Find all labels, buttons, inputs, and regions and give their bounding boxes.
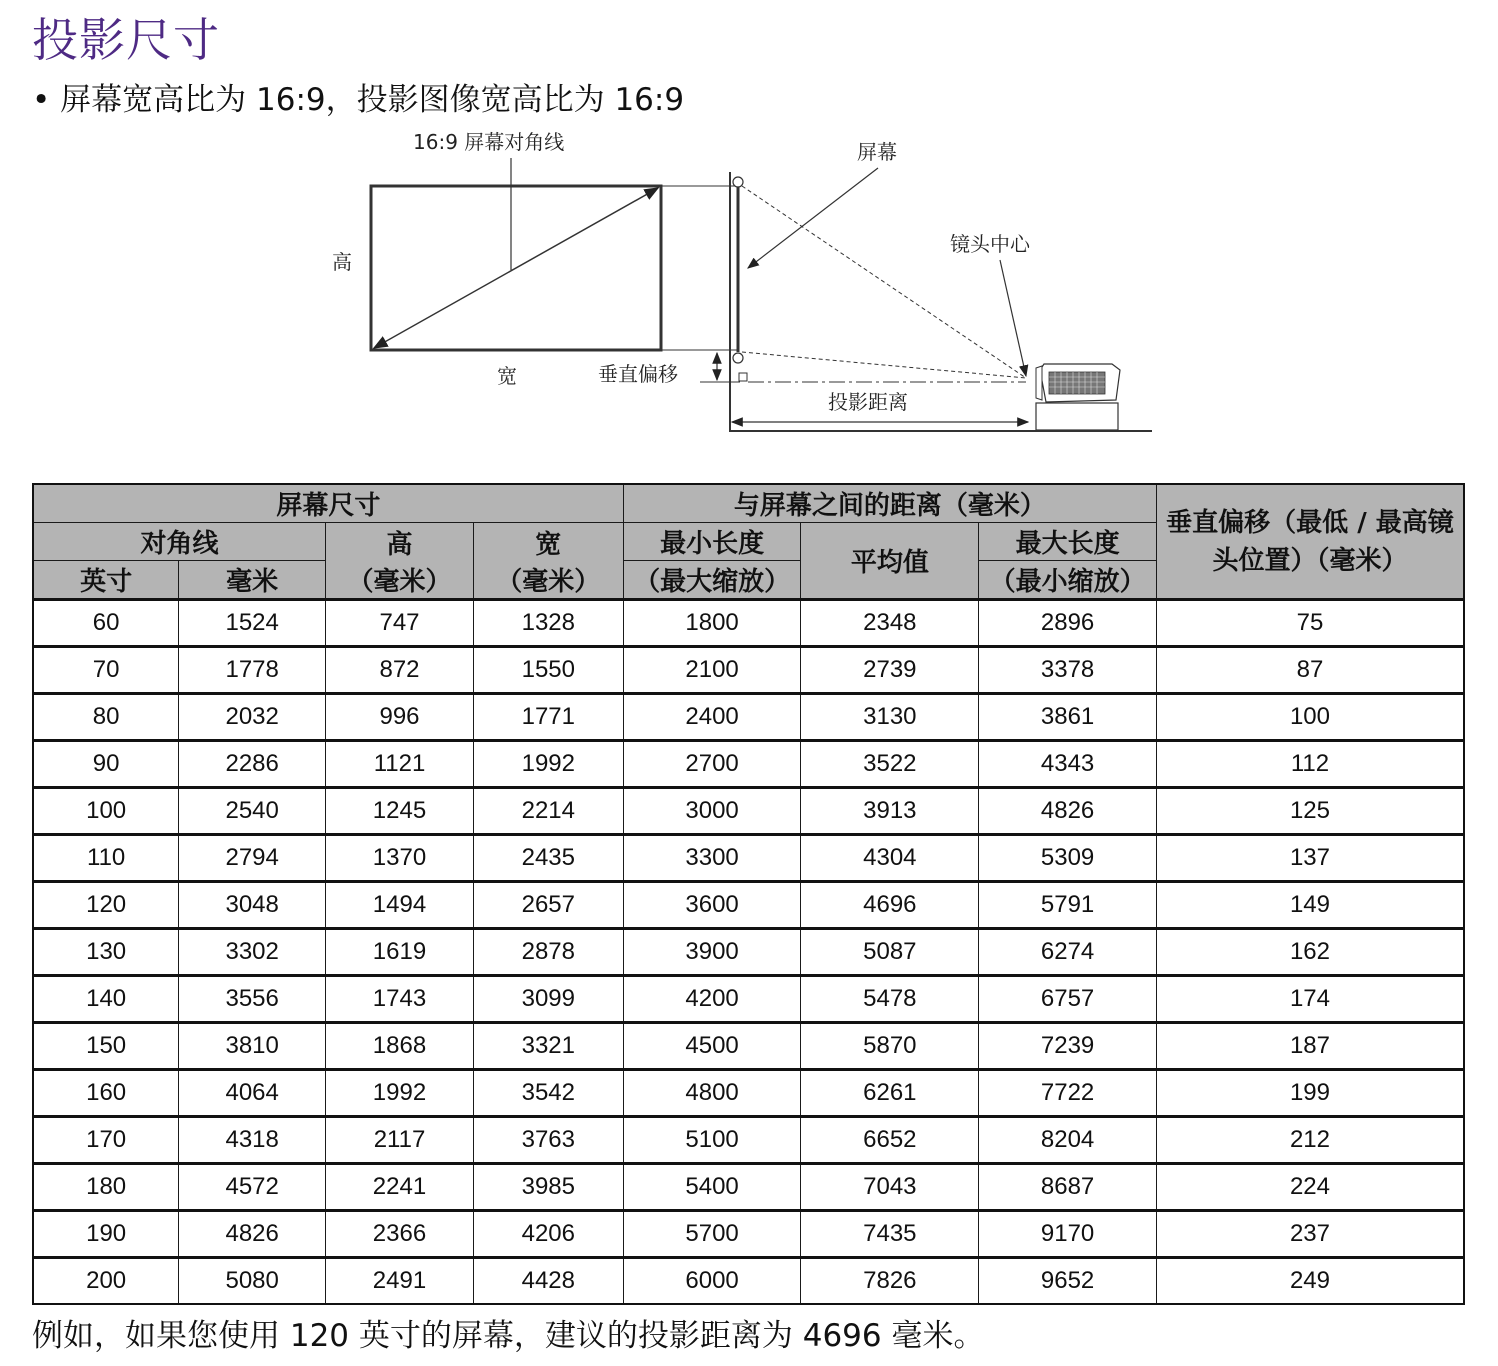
table-cell: 4318 [179,1117,326,1164]
table-cell: 180 [33,1164,179,1211]
table-cell: 3302 [179,929,326,976]
table-row [33,1117,1464,1164]
table-row [33,600,1464,647]
table-cell: 4800 [623,1070,801,1117]
table-cell: 1619 [326,929,474,976]
lens-center-label: 镜头中心 [950,232,1030,256]
table-cell: 3913 [801,788,979,835]
header-mm: 毫米 [179,561,326,600]
table-cell: 2435 [473,835,623,882]
table-cell: 2878 [473,929,623,976]
table-cell: 237 [1156,1211,1464,1258]
table-cell: 7043 [801,1164,979,1211]
table-row [33,882,1464,929]
table-cell: 149 [1156,882,1464,929]
table-cell: 8204 [979,1117,1157,1164]
table-cell: 80 [33,694,179,741]
table-cell: 2348 [801,600,979,647]
table-cell: 3321 [473,1023,623,1070]
table-cell: 1771 [473,694,623,741]
table-cell: 5478 [801,976,979,1023]
table-row [33,647,1464,694]
table-cell: 3522 [801,741,979,788]
header-distance: 与屏幕之间的距离（毫米） [623,484,1156,523]
table-cell: 1328 [473,600,623,647]
table-cell: 3099 [473,976,623,1023]
projection-size-table [32,483,1465,1305]
header-width [473,523,623,600]
header-max-length: 最大长度 [979,523,1157,561]
table-row [33,976,1464,1023]
table-cell: 190 [33,1211,179,1258]
table-cell: 4826 [979,788,1157,835]
table-cell: 5700 [623,1211,801,1258]
table-cell: 4572 [179,1164,326,1211]
table-cell: 249 [1156,1258,1464,1305]
header-width-line2: （毫米） [496,566,601,597]
table-cell: 110 [33,835,179,882]
table-cell: 1992 [473,741,623,788]
table-cell: 1121 [326,741,474,788]
table-cell: 3763 [473,1117,623,1164]
vertical-offset-label: 垂直偏移 [598,362,678,386]
table-cell: 1743 [326,976,474,1023]
table-cell: 1992 [326,1070,474,1117]
table-cell: 8687 [979,1164,1157,1211]
header-average: 平均值 [801,523,979,600]
table-cell: 140 [33,976,179,1023]
table-cell: 4500 [623,1023,801,1070]
table-cell: 6261 [801,1070,979,1117]
table-cell: 2794 [179,835,326,882]
table-cell: 3000 [623,788,801,835]
table-cell: 3048 [179,882,326,929]
header-height-line2: （毫米） [347,566,452,597]
header-vertical-offset [1156,484,1464,600]
table-cell: 100 [1156,694,1464,741]
table-cell: 70 [33,647,179,694]
header-screen-size: 屏幕尺寸 [33,484,623,523]
table-cell: 7435 [801,1211,979,1258]
table-cell: 3378 [979,647,1157,694]
table-cell: 2286 [179,741,326,788]
header-vertical-offset-text: 垂直偏移（最低 / 最高镜头位置）（毫米） [1166,507,1454,576]
table-cell: 100 [33,788,179,835]
table-cell: 3985 [473,1164,623,1211]
projector-icon [1036,364,1120,402]
table-cell: 1245 [326,788,474,835]
table-cell: 4200 [623,976,801,1023]
table-cell: 2241 [326,1164,474,1211]
table-cell: 6652 [801,1117,979,1164]
table-cell: 150 [33,1023,179,1070]
table-cell: 2657 [473,882,623,929]
table-row [33,1211,1464,1258]
table-cell: 199 [1156,1070,1464,1117]
projection-diagram [320,120,1170,450]
table-cell: 4428 [473,1258,623,1305]
projection-geometry-illustration [320,120,1170,450]
table-cell: 3900 [623,929,801,976]
table-cell: 3542 [473,1070,623,1117]
table-cell: 5309 [979,835,1157,882]
diagonal-label: 16:9 屏幕对角线 [413,130,565,154]
table-cell: 4304 [801,835,979,882]
table-cell: 1370 [326,835,474,882]
table-cell: 1800 [623,600,801,647]
table-cell: 1494 [326,882,474,929]
width-label: 宽 [497,364,517,388]
table-cell: 112 [1156,741,1464,788]
table-row [33,929,1464,976]
table-cell: 3810 [179,1023,326,1070]
projection-distance-label: 投影距离 [828,390,908,414]
header-width-line1: 宽 [535,529,562,560]
table-cell: 7722 [979,1070,1157,1117]
example-note: 例如，如果您使用 120 英寸的屏幕，建议的投影距离为 4696 毫米。 [32,1318,985,1354]
table-cell: 87 [1156,647,1464,694]
table-cell: 872 [326,647,474,694]
table-cell: 3556 [179,976,326,1023]
table-cell: 60 [33,600,179,647]
table-cell: 4343 [979,741,1157,788]
table-cell: 75 [1156,600,1464,647]
table-cell: 1778 [179,647,326,694]
table-cell: 5100 [623,1117,801,1164]
table-row [33,1023,1464,1070]
table-cell: 4696 [801,882,979,929]
screen-label: 屏幕 [857,140,897,164]
table-row [33,741,1464,788]
table-cell: 3600 [623,882,801,929]
table-cell: 137 [1156,835,1464,882]
table-cell: 9652 [979,1258,1157,1305]
table-cell: 7826 [801,1258,979,1305]
table-cell: 5870 [801,1023,979,1070]
table-cell: 2117 [326,1117,474,1164]
table-cell: 3130 [801,694,979,741]
table-cell: 1868 [326,1023,474,1070]
table-cell: 3861 [979,694,1157,741]
header-diagonal: 对角线 [33,523,326,561]
table-cell: 3300 [623,835,801,882]
header-height-line1: 高 [386,529,413,560]
page-title: 投影尺寸 [32,13,220,67]
table-cell: 2491 [326,1258,474,1305]
table-cell: 2700 [623,741,801,788]
table-cell: 160 [33,1070,179,1117]
table-cell: 1550 [473,647,623,694]
table-row [33,1164,1464,1211]
table-cell: 2400 [623,694,801,741]
table-cell: 170 [33,1117,179,1164]
table-row [33,694,1464,741]
header-inch: 英寸 [33,561,179,600]
table-cell: 120 [33,882,179,929]
table-cell: 1524 [179,600,326,647]
table-cell: 2214 [473,788,623,835]
table-cell: 162 [1156,929,1464,976]
table-cell: 174 [1156,976,1464,1023]
table-cell: 6757 [979,976,1157,1023]
table-cell: 4064 [179,1070,326,1117]
table-cell: 6000 [623,1258,801,1305]
table-cell: 130 [33,929,179,976]
table-cell: 212 [1156,1117,1464,1164]
table-cell: 2366 [326,1211,474,1258]
table-cell: 2540 [179,788,326,835]
table-cell: 125 [1156,788,1464,835]
table-cell: 7239 [979,1023,1157,1070]
table-cell: 5087 [801,929,979,976]
table-cell: 4826 [179,1211,326,1258]
table-cell: 5080 [179,1258,326,1305]
table-row [33,1258,1464,1305]
table-cell: 187 [1156,1023,1464,1070]
table-body [33,600,1464,1305]
table-row [33,1070,1464,1117]
table-cell: 5791 [979,882,1157,929]
aspect-ratio-bullet: • 屏幕宽高比为 16:9，投影图像宽高比为 16:9 [32,82,685,118]
table-row [33,788,1464,835]
header-height [326,523,474,600]
table-cell: 5400 [623,1164,801,1211]
table-cell: 224 [1156,1164,1464,1211]
table-cell: 90 [33,741,179,788]
table-cell: 200 [33,1258,179,1305]
header-min-zoom: （最小缩放） [979,561,1157,600]
header-max-zoom: （最大缩放） [623,561,801,600]
table-cell: 9170 [979,1211,1157,1258]
table-cell: 6274 [979,929,1157,976]
table-cell: 2896 [979,600,1157,647]
table-row [33,835,1464,882]
table-cell: 2739 [801,647,979,694]
height-label: 高 [332,250,352,274]
table-cell: 4206 [473,1211,623,1258]
table-cell: 747 [326,600,474,647]
table-cell: 2032 [179,694,326,741]
table-cell: 2100 [623,647,801,694]
header-min-length: 最小长度 [623,523,801,561]
table-cell: 996 [326,694,474,741]
